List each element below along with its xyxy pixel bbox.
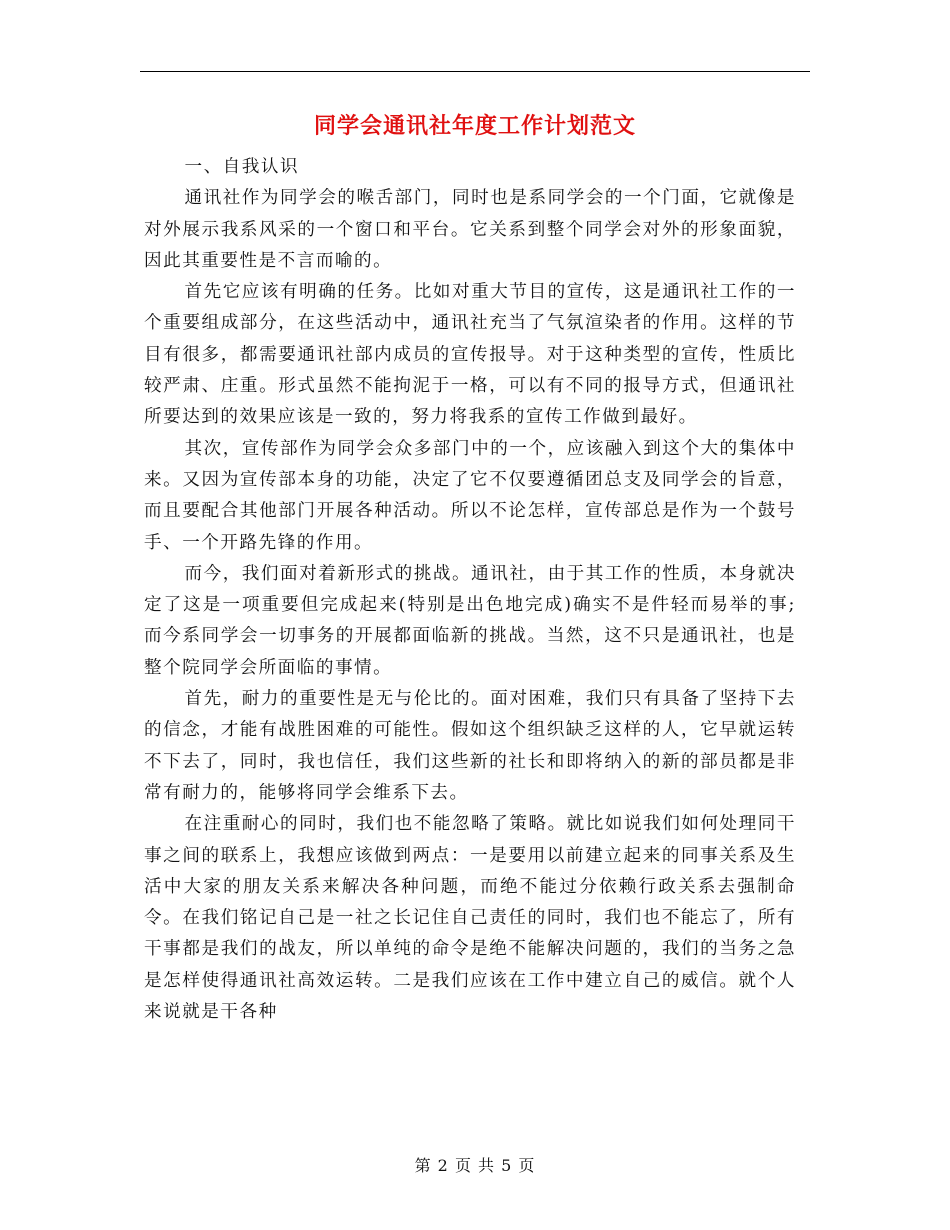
paragraph: 在注重耐心的同时，我们也不能忽略了策略。就比如说我们如何处理同干事之间的联系上，我想应该做到两点：一是要用以前建立起来的同事关系及生活中大家的朋友关系来解决各种问题，而绝不能过分依赖行政关系去强制命令。在我们铭记自己是一社之长记住自己责任的同时，我们也不能忘了，所有干事都是我们的战友，所以单纯的命令是绝不能解决问题的，我们的当务之急是怎样使得通讯社高效运转。二是我们应该在工作中建立自己的威信。就个人来说就是干各种 <box>144 814 796 1023</box>
header-rule <box>140 71 810 72</box>
paragraph: 其次，宣传部作为同学会众多部门中的一个，应该融入到这个大的集体中来。又因为宣传部本身的功能，决定了它不仅要遵循团总支及同学会的旨意，而且要配合其他部门开展各种活动。所以不论怎样，宣传部总是作为一个鼓号手、一个开路先锋的作用。 <box>144 438 796 553</box>
page-number: 第 2 页 共 5 页 <box>414 1156 536 1175</box>
section-heading: 一、自我认识 <box>184 157 300 177</box>
paragraph: 通讯社作为同学会的喉舌部门，同时也是系同学会的一个门面，它就像是对外展示我系风采的一个窗口和平台。它关系到整个同学会对外的形象面貌，因此其重要性是不言而喻的。 <box>144 188 796 271</box>
document-body <box>144 152 796 1028</box>
paragraph: 首先，耐力的重要性是无与伦比的。面对困难，我们只有具备了坚持下去的信念，才能有战胜困难的可能性。假如这个组织缺乏这样的人，它早就运转不下去了，同时，我也信任，我们这些新的社长和即将纳入的新的部员都是非常有耐力的，能够将同学会维系下去。 <box>144 689 796 803</box>
paragraph: 而今，我们面对着新形式的挑战。通讯社，由于其工作的性质，本身就决定了这是一项重要但完成起来(特别是出色地完成)确实不是件轻而易举的事;而今系同学会一切事务的开展都面临新的挑战。当然，这不只是通讯社，也是整个院同学会所面临的事情。 <box>144 563 796 678</box>
document-title: 同学会通讯社年度工作计划范文 <box>313 113 636 139</box>
paragraph: 首先它应该有明确的任务。比如对重大节目的宣传，这是通讯社工作的一个重要组成部分，在这些活动中，通讯社充当了气氛渲染者的作用。这样的节目有很多，都需要通讯社部内成员的宣传报导。对于这种类型的宣传，性质比较严肃、庄重。形式虽然不能拘泥于一格，可以有不同的报导方式，但通讯社所要达到的效果应该是一致的，努力将我系的宣传工作做到最好。 <box>144 282 796 428</box>
